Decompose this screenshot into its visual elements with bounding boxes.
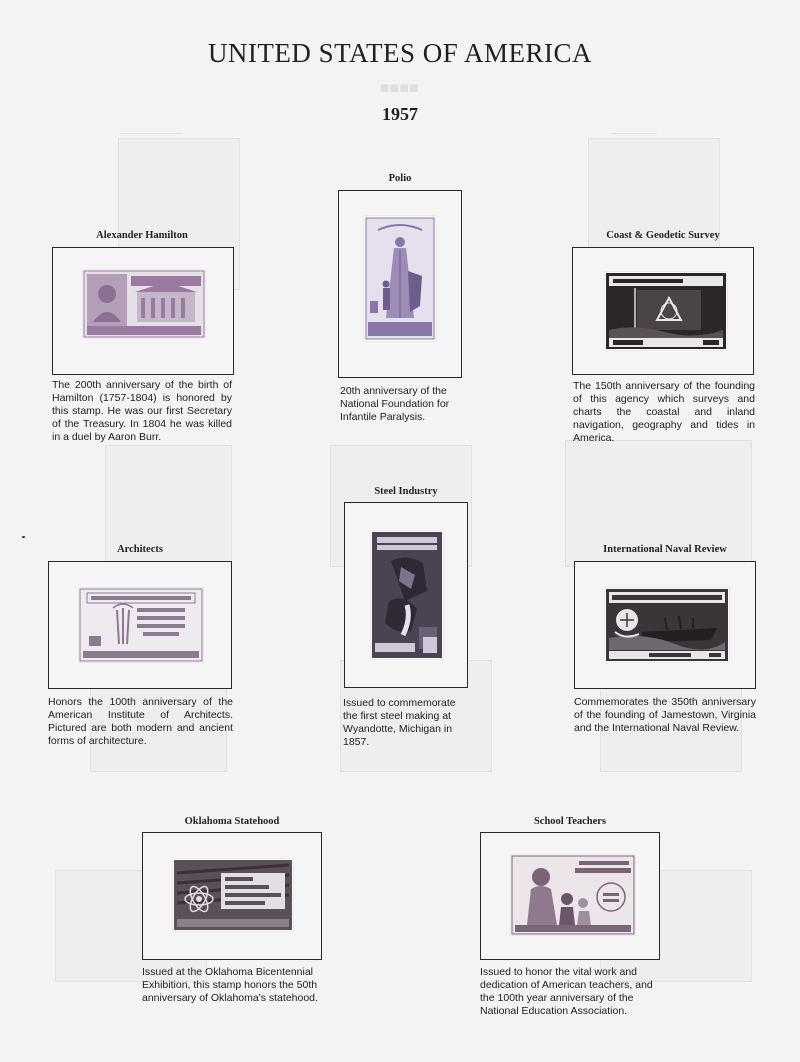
oklahoma-stamp[interactable] xyxy=(173,859,293,931)
polio-title: Polio xyxy=(388,173,412,184)
naval-frame xyxy=(574,561,756,689)
architects-stamp-image xyxy=(79,588,203,662)
hamilton-stamp[interactable] xyxy=(83,270,205,338)
steel-description: Issued to commemorate the first steel making at Wyandotte, Michigan in 1857. xyxy=(343,697,456,748)
teachers-stamp-image xyxy=(511,855,635,935)
hamilton-description: The 200th anniversary of the birth of Hamilton (1757-1804) is honored by this stamp. He was our first Secretary of the Treasury. In 1804 he was killed in a duel by Aaron Burr. xyxy=(52,379,232,443)
steel-title: Steel Industry xyxy=(374,486,438,497)
architects-description: Honors the 100th anniversary of the American Institute of Architects. Pictured are both modern and ancient forms of architecture. xyxy=(48,696,233,747)
steel-frame xyxy=(344,502,468,688)
teachers-stamp[interactable] xyxy=(511,855,635,935)
coast-description: The 150th anniversary of the founding of this agency which surveys and charts the coastal and inland navigation, geography and tides in America. xyxy=(573,380,755,444)
architects-frame xyxy=(48,561,232,689)
hamilton-frame xyxy=(52,247,234,375)
naval-stamp[interactable] xyxy=(605,588,729,662)
page-year: 1957 xyxy=(382,104,418,124)
teachers-title: School Teachers xyxy=(533,816,607,827)
oklahoma-title: Oklahoma Statehood xyxy=(184,816,280,827)
architects-stamp[interactable] xyxy=(79,588,203,662)
polio-stamp-image xyxy=(364,216,436,341)
coast-stamp[interactable] xyxy=(605,272,727,350)
hamilton-stamp-image xyxy=(83,270,205,338)
polio-frame xyxy=(338,190,462,378)
teachers-description: Issued to honor the vital work and dedication of American teachers, and the 100th year anniversary of the National Education Association. xyxy=(480,966,653,1017)
polio-description: 20th anniversary of the National Foundation for Infantile Paralysis. xyxy=(340,385,450,423)
hamilton-title: Alexander Hamilton xyxy=(96,230,188,241)
coast-title: Coast & Geodetic Survey xyxy=(606,230,720,241)
naval-description: Commemorates the 350th anniversary of the founding of Jamestown, Virginia and the International Naval Review. xyxy=(574,696,756,734)
steel-stamp-image xyxy=(371,531,443,659)
oklahoma-stamp-image xyxy=(173,859,293,931)
architects-title: Architects xyxy=(117,544,163,555)
oklahoma-frame xyxy=(142,832,322,960)
coast-stamp-image xyxy=(605,272,727,350)
page-title: UNITED STATES OF AMERICA xyxy=(207,38,593,68)
polio-stamp[interactable] xyxy=(364,216,436,341)
page-speck xyxy=(22,536,25,538)
oklahoma-description: Issued at the Oklahoma Bicentennial Exhibition, this stamp honors the 50th anniversary of Oklahoma's statehood. xyxy=(142,966,318,1004)
coast-frame xyxy=(572,247,754,375)
steel-stamp[interactable] xyxy=(371,531,443,659)
naval-stamp-image xyxy=(605,588,729,662)
teachers-frame xyxy=(480,832,660,960)
naval-title: International Naval Review xyxy=(603,544,727,555)
